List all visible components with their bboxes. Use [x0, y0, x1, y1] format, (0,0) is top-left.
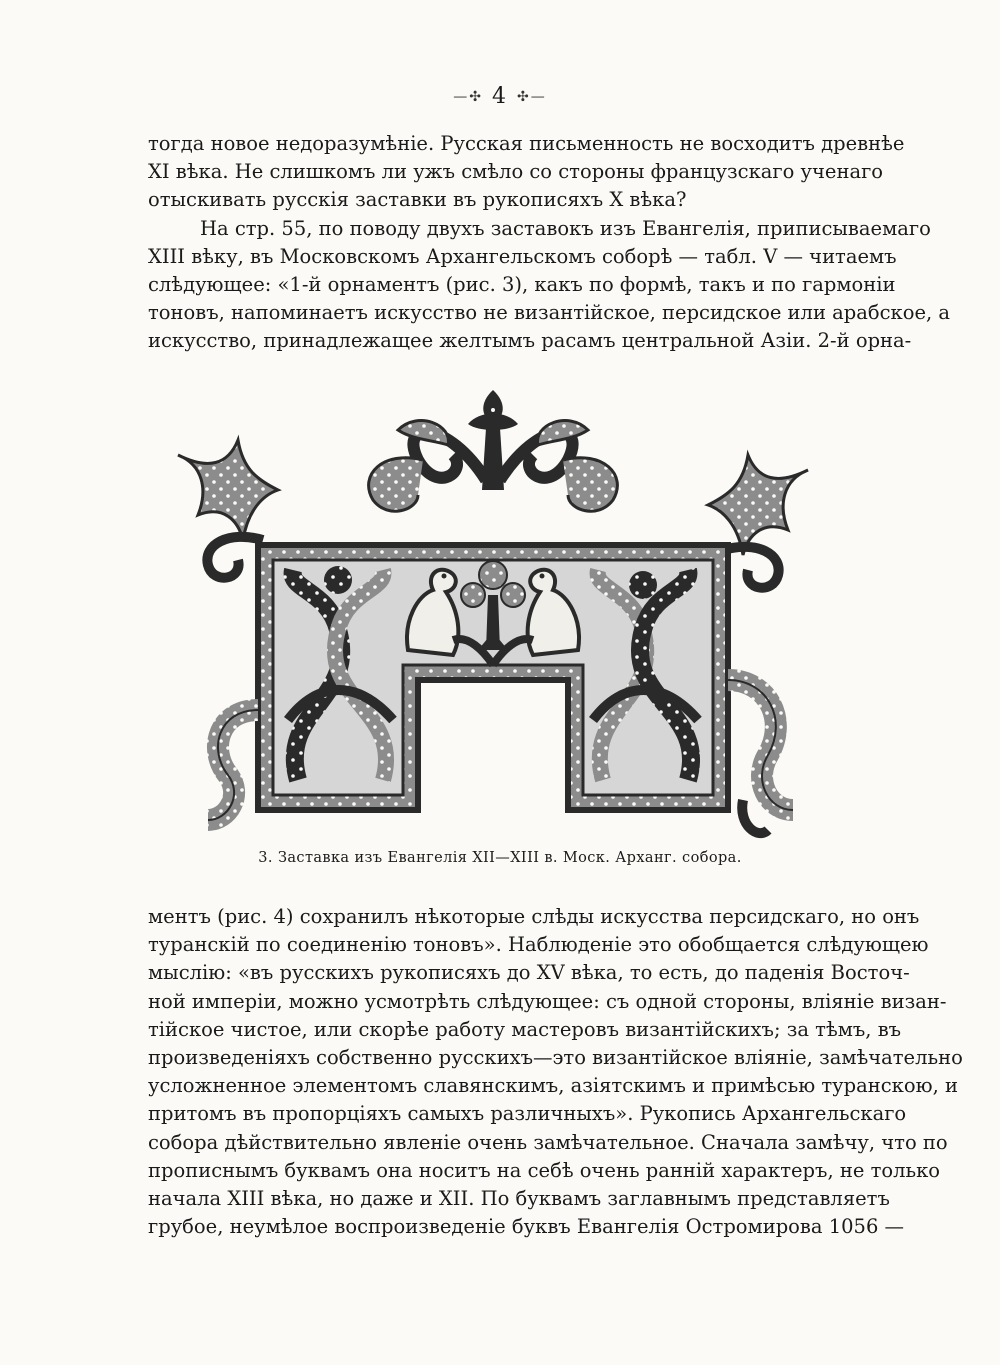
page-number-value: 4: [492, 84, 508, 109]
text-line: тоновъ, напоминаетъ искусство не византійское, персидское или арабское, а: [148, 301, 951, 325]
text-line: начала XIII вѣка, но даже и XII. По буквамъ заглавнымъ представляетъ: [148, 1187, 890, 1211]
text-line: туранскій по соединенію тоновъ». Наблюденіе это обобщается слѣдующею: [148, 933, 929, 957]
text-line: XIII вѣку, въ Московскомъ Архангельскомъ соборѣ — табл. V — читаемъ: [148, 244, 897, 268]
text-line: грубое, неумѣлое воспроизведеніе буквъ Евангелія Остромирова 1056 —: [148, 1215, 905, 1239]
ornament-illustration: [168, 380, 818, 850]
text-line: ной имперіи, можно усмотрѣть слѣдующее: съ одной стороны, вліяніе визан-: [148, 989, 947, 1013]
text-block-top: [148, 130, 951, 356]
right-lower-scroll-icon: [728, 680, 793, 833]
text-line: прописнымъ буквамъ она носитъ на себѣ очень ранній характеръ, не только: [148, 1158, 941, 1182]
text-line: слѣдующее: «1-й орнаментъ (рис. 3), какъ по формѣ, такъ и по гармоніи: [148, 273, 896, 297]
ornament-right: ✣—: [517, 89, 547, 105]
text-line: искусство, принадлежащее желтымъ расамъ центральной Азіи. 2-й орна-: [148, 329, 912, 353]
text-block-bottom: [148, 903, 963, 1241]
text-line: ментъ (рис. 4) сохранилъ нѣкоторые слѣды искусства персидскаго, но онъ: [148, 905, 920, 928]
text-line: усложненное элементомъ славянскимъ, азіятскимъ и примѣсью туранскою, и: [148, 1074, 958, 1098]
text-line: отыскивать русскія заставки въ рукописяхъ X вѣка?: [148, 188, 687, 212]
text-line: мыслію: «въ русскихъ рукописяхъ до XV вѣка, то есть, до паденія Восточ-: [148, 961, 910, 985]
left-lower-scroll-icon: [208, 710, 258, 820]
text-line: тогда новое недоразумѣніе. Русская письменность не восходитъ древнѣе: [148, 132, 905, 155]
ornament-left: —✣: [453, 89, 483, 105]
figure-caption: 3. Заставка изъ Евангелія XII—XIII в. Моск. Арханг. собора.: [258, 850, 742, 866]
text-line: тійское чистое, или скорѣе работу мастеровъ византійскихъ; за тѣмъ, въ: [148, 1017, 902, 1041]
page-number: [0, 84, 1000, 109]
text-line: XI вѣка. Не слишкомъ ли ужъ смѣло со стороны французскаго ученаго: [148, 160, 884, 184]
text-line: произведеніяхъ собственно русскихъ—это византійское вліяніе, замѣчательно: [148, 1046, 963, 1070]
text-line: На стр. 55, по поводу двухъ заставокъ изъ Евангелія, приписываемаго: [200, 216, 931, 240]
text-line: собора дѣйствительно явленіе очень замѣчательное. Сначала замѣчу, что по: [148, 1130, 948, 1154]
text-line: притомъ въ пропорціяхъ самыхъ различныхъ». Рукопись Архангельскаго: [148, 1102, 907, 1126]
